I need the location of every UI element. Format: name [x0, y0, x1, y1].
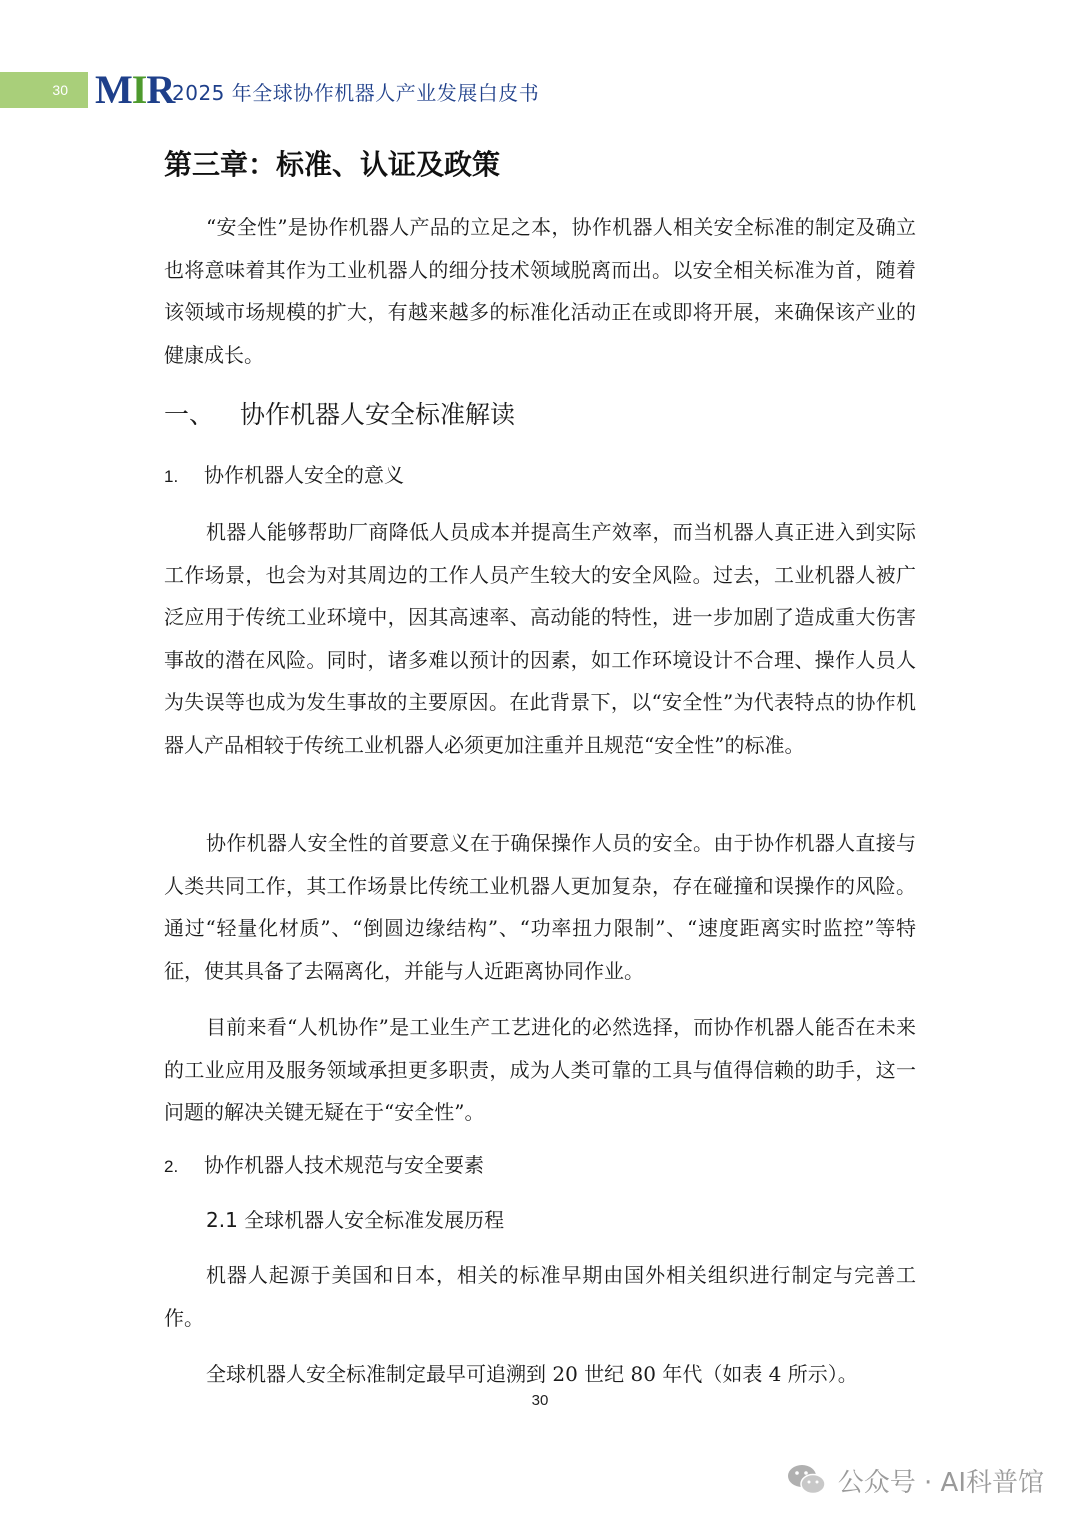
footer-page-number: 30	[531, 1392, 549, 1409]
subsection-2-number: 2.	[164, 1157, 179, 1176]
body-paragraph: 机器人起源于美国和日本，相关的标准早期由国外相关组织进行制定与完善工作。	[164, 1263, 916, 1330]
subsection-1-heading	[164, 460, 404, 492]
body-paragraph: 目前来看“人机协作”是工业生产工艺进化的必然选择，而协作机器人能否在未来的工业应用及服务领域承担更多职责，成为人类可靠的工具与值得信赖的助手，这一问题的解决关键无疑在于“安全性”。	[164, 1015, 916, 1124]
subsection-2-1-heading: 2.1 全球机器人安全标准发展历程	[206, 1208, 505, 1232]
section-heading	[164, 395, 515, 435]
subsection-1-title: 协作机器人安全的意义	[204, 463, 404, 487]
wechat-icon	[786, 1462, 828, 1498]
chapter-title: 第三章：标准、认证及政策	[164, 148, 501, 181]
document-title: 2025 年全球协作机器人产业发展白皮书	[172, 81, 540, 105]
body-paragraph: 协作机器人安全性的首要意义在于确保操作人员的安全。由于协作机器人直接与人类共同工作，其工作场景比传统工业机器人更加复杂，存在碰撞和误操作的风险。通过“轻量化材质”、“倒圆边缘结构”、“功率扭力限制”、“速度距离实时监控”等特征，使其具备了去隔离化，并能与人近距离协同作业。	[164, 831, 916, 983]
intro-paragraph: “安全性”是协作机器人产品的立足之本，协作机器人相关安全标准的制定及确立也将意味着其作为工业机器人的细分技术领域脱离而出。以安全相关标准为首，随着该领域市场规模的扩大，有越来越多的标准化活动正在或即将开展，来确保该产业的健康成长。	[164, 215, 916, 367]
watermark-text: 公众号 · AI科普馆	[837, 1467, 1044, 1498]
body-paragraph: 全球机器人安全标准制定最早可追溯到 20 世纪 80 年代（如表 4 所示）。	[206, 1362, 858, 1386]
logo-letter-r: R	[146, 67, 175, 112]
logo-letter-m: M	[95, 67, 132, 112]
watermark	[786, 1460, 1044, 1500]
section-number: 一、	[164, 400, 215, 429]
section-title: 协作机器人安全标准解读	[240, 400, 516, 429]
subsection-1-number: 1.	[164, 467, 179, 486]
header-page-number: 30	[52, 82, 68, 98]
subsection-2-heading	[164, 1150, 484, 1182]
subsection-2-title: 协作机器人技术规范与安全要素	[204, 1153, 484, 1177]
mir-logo	[95, 67, 175, 112]
logo-letter-i: I	[131, 67, 147, 112]
body-paragraph: 机器人能够帮助厂商降低人员成本并提高生产效率，而当机器人真正进入到实际工作场景，也会为对其周边的工作人员产生较大的安全风险。过去，工业机器人被广泛应用于传统工业环境中，因其高速率、高动能的特性，进一步加剧了造成重大伤害事故的潜在风险。同时，诸多难以预计的因素，如工作环境设计不合理、操作人员人为失误等也成为发生事故的主要原因。在此背景下，以“安全性”为代表特点的协作机器人产品相较于传统工业机器人必须更加注重并且规范“安全性”的标准。	[164, 520, 916, 757]
